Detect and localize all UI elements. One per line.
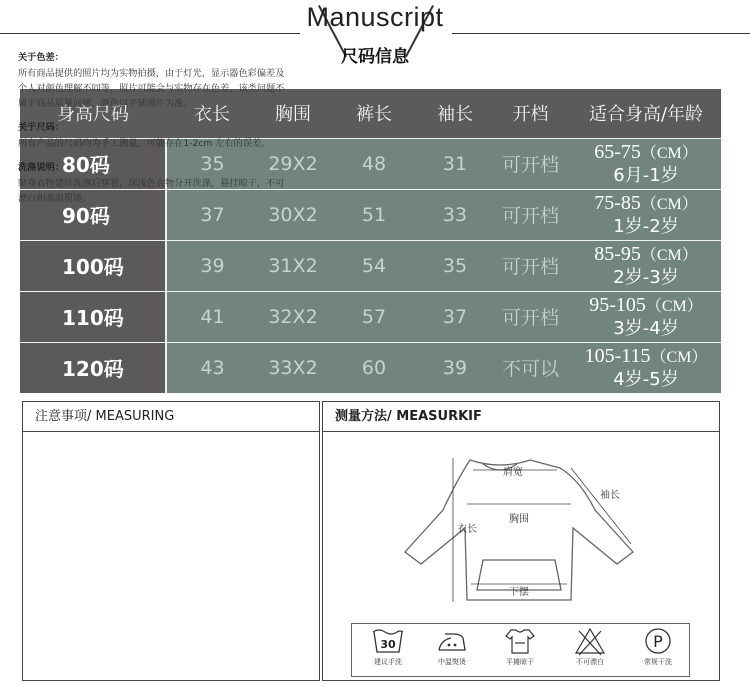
brand-title: Manuscript (306, 2, 444, 32)
fit-age: 4岁-5岁 (613, 368, 679, 390)
method-title: 测量方法/ MEASURKIF (323, 402, 719, 432)
no-bleach-icon (573, 626, 607, 656)
note-section (18, 160, 286, 206)
sweater-measure-diagram (395, 440, 655, 620)
notes-body (18, 50, 286, 215)
care-label: 不可漂白 (576, 658, 604, 666)
crotch-cell: 可开档 (490, 138, 571, 189)
pants-cell: 48 (328, 138, 420, 189)
table-row (20, 240, 721, 291)
note-section (18, 120, 286, 151)
column-header: 开档 (490, 89, 571, 138)
fit-height: 85-95 (594, 242, 641, 265)
length-cell: 35 (166, 138, 258, 189)
notes-panel (22, 401, 320, 681)
column-header: 衣长 (166, 89, 258, 138)
chest-value: 32 (268, 305, 293, 328)
fit-cell (571, 342, 721, 393)
note-text: 贴身衣物建议洗涤后穿着，深浅色衣物分开洗涤，悬挂晾干，不可漂白和高温熨烫。 (18, 178, 285, 204)
chest-value: 33 (268, 356, 293, 379)
shoulder-label: 肩宽 (503, 467, 523, 478)
fit-cell (571, 138, 721, 189)
crotch-cell: 可开档 (490, 189, 571, 240)
hem-label: 下摆 (509, 587, 529, 598)
fit-unit: （CM） (645, 297, 703, 315)
header-rule-right (452, 33, 750, 34)
fit-age: 1岁-2岁 (613, 215, 679, 237)
crotch-cell: 不可以 (490, 342, 571, 393)
chest-multiplier: 2 (305, 152, 318, 175)
chest-value: 31 (268, 254, 293, 277)
page-subtitle: 尺码信息 (341, 47, 409, 67)
fit-height: 95-105 (589, 293, 646, 316)
sleeve-label: 袖长 (600, 490, 620, 501)
chest-value: 29 (268, 152, 293, 175)
fit-age: 6月-1岁 (613, 164, 679, 186)
care-item (628, 626, 688, 667)
fit-unit: （CM） (640, 246, 698, 264)
pants-cell: 57 (328, 291, 420, 342)
sleeve-cell: 31 (420, 138, 490, 189)
length-cell: 39 (166, 240, 258, 291)
fit-unit: （CM） (640, 144, 698, 162)
fit-unit: （CM） (650, 348, 708, 366)
fit-age: 2岁-3岁 (613, 266, 679, 288)
pants-cell: 60 (328, 342, 420, 393)
column-header: 裤长 (328, 89, 420, 138)
header-rule-left (0, 33, 300, 34)
fit-cell (571, 189, 721, 240)
column-header: 身高尺码 (20, 89, 166, 138)
chest-cell: 33X2 (258, 342, 328, 393)
wash-30-icon (371, 626, 405, 656)
note-heading: 关于尺码： (18, 122, 64, 133)
length-cell: 43 (166, 342, 258, 393)
pants-cell: 54 (328, 240, 420, 291)
chest-label: 胸围 (509, 514, 529, 525)
fit-height: 75-85 (594, 191, 641, 214)
chest-cell: 31X2 (258, 240, 328, 291)
fit-cell (571, 291, 721, 342)
care-label: 中温熨烫 (438, 658, 466, 666)
size-label: 120码 (20, 342, 166, 393)
fit-height: 105-115 (584, 344, 651, 367)
chest-cell: 32X2 (258, 291, 328, 342)
sleeve-cell: 39 (420, 342, 490, 393)
chest-multiplier: 2 (305, 254, 318, 277)
note-heading: 关于色差： (18, 52, 64, 63)
sleeve-cell: 35 (420, 240, 490, 291)
fit-unit: （CM） (640, 195, 698, 213)
chest-cell: 30X2 (258, 189, 328, 240)
care-item (560, 626, 620, 667)
chest-multiplier: 2 (305, 305, 318, 328)
dry-flat-icon (503, 626, 537, 656)
care-item (422, 626, 482, 667)
note-section (18, 50, 286, 111)
note-heading: 洗涤说明： (18, 162, 64, 173)
care-item (358, 626, 418, 667)
table-row (20, 291, 721, 342)
chest-value: 30 (268, 203, 293, 226)
fit-height: 65-75 (594, 140, 641, 163)
iron-medium-icon (435, 626, 469, 656)
note-text: 所有产品的尺码均为手工测量，可能存在1-2cm 左右的误差。 (18, 138, 271, 149)
length-cell: 37 (166, 189, 258, 240)
dry-clean-letter: P (653, 632, 663, 651)
wash-temp: 30 (380, 638, 396, 651)
measure-lines (453, 458, 631, 602)
chest-multiplier: 2 (305, 203, 318, 226)
dry-clean-p-icon (641, 626, 675, 656)
length-cell: 41 (166, 291, 258, 342)
pants-cell: 51 (328, 189, 420, 240)
table-row (20, 342, 721, 393)
care-label: 平摊晾干 (506, 658, 534, 666)
chest-cell: 29X2 (258, 138, 328, 189)
crotch-cell: 可开档 (490, 240, 571, 291)
note-text: 所有商品提供的照片均为实物拍摄，由于灯光，显示器色彩偏差及个人对颜色理解不同等，照片可能会与实物存在色差，该类问题不属于商品质量问题，颜色以平铺图片为准。 (18, 68, 285, 109)
size-label: 100码 (20, 240, 166, 291)
sweater-outline (405, 460, 633, 600)
care-icons-strip (351, 623, 690, 677)
size-label: 80码 (20, 138, 166, 189)
care-label: 建议手洗 (374, 658, 402, 666)
crotch-cell: 可开档 (490, 291, 571, 342)
care-label: 常规干洗 (644, 658, 672, 666)
chest-multiplier: 2 (305, 356, 318, 379)
care-item (490, 626, 550, 667)
notes-title: 注意事项/ MEASURING (23, 402, 319, 432)
column-header: 适合身高/年龄 (571, 89, 721, 138)
length-label: 衣长 (457, 524, 477, 535)
column-header: 袖长 (420, 89, 490, 138)
sleeve-cell: 33 (420, 189, 490, 240)
fit-age: 3岁-4岁 (613, 317, 679, 339)
size-label: 110码 (20, 291, 166, 342)
size-label: 90码 (20, 189, 166, 240)
fit-cell (571, 240, 721, 291)
sleeve-cell: 37 (420, 291, 490, 342)
column-header: 胸围 (258, 89, 328, 138)
